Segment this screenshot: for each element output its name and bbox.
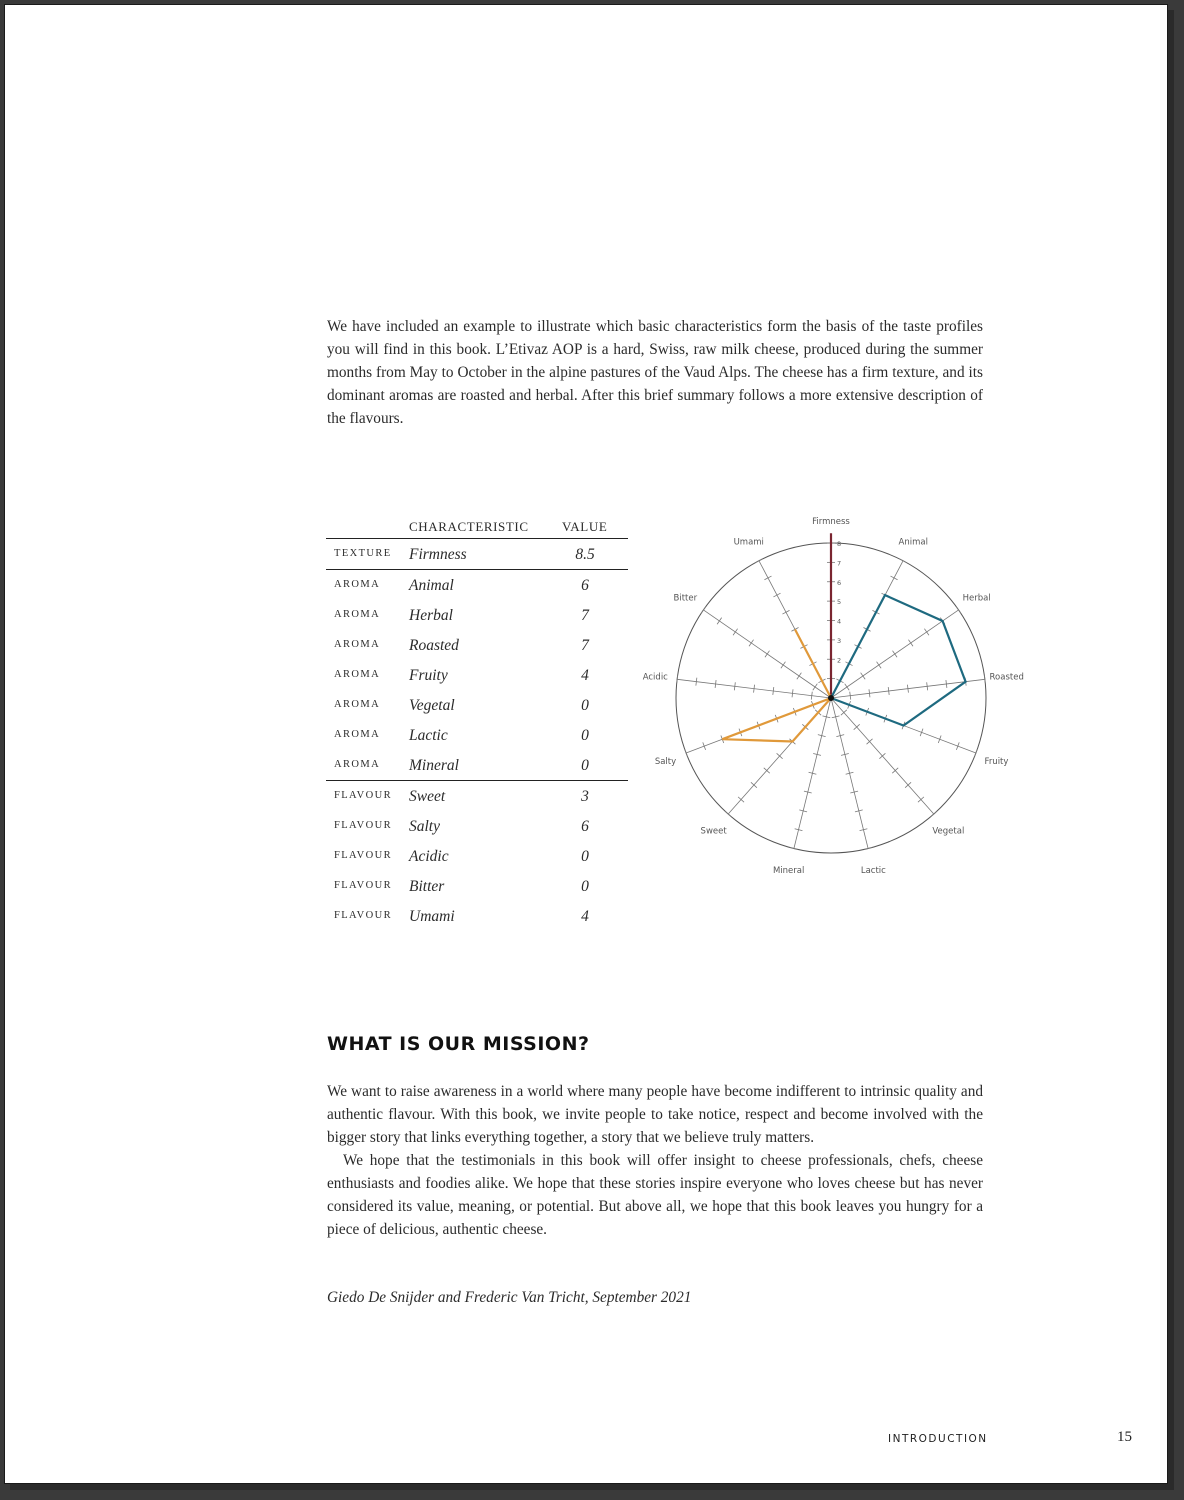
- radar-axis-tick: [813, 684, 818, 691]
- row-value: 4: [581, 667, 589, 684]
- table-row: [326, 871, 628, 901]
- radar-scale-label: 4: [837, 617, 842, 626]
- row-characteristic: Sweet: [409, 788, 446, 805]
- table-row: [326, 660, 628, 690]
- row-category: TEXTURE: [334, 548, 392, 559]
- book-page: [4, 4, 1168, 1484]
- row-characteristic: Mineral: [409, 757, 459, 774]
- table-row: [326, 539, 628, 570]
- radar-axis-tick: [845, 684, 850, 691]
- radar-axis-tick: [927, 682, 928, 690]
- radar-scale-label: 8: [837, 540, 842, 548]
- row-value: 0: [581, 727, 589, 744]
- row-characteristic: Fruity: [409, 667, 448, 684]
- radar-axis-label: Mineral: [772, 865, 805, 876]
- radar-axis-tick: [811, 692, 812, 700]
- radar-axis-tick: [899, 559, 906, 563]
- intro-paragraph: We have included an example to illustrate which basic characteristics form the basis of the taste profiles you will find in this book. L’Etivaz AOP is a hard, Swiss, raw milk cheese, produced during the summer months from May to October in the alpine pastures of the Vaud Alps. The cheese has a firm texture, and its dominant aromas are roasted and herbal. After this brief summary follows a more extensive description of the flavours.: [327, 318, 983, 427]
- radar-axis-tick: [792, 689, 793, 697]
- row-value: 7: [581, 637, 589, 654]
- table-row: [326, 630, 628, 660]
- page-number: 15: [1117, 1429, 1132, 1445]
- radar-center-dot: [828, 695, 834, 701]
- radar-axis-tick: [715, 680, 716, 688]
- table-body: [326, 539, 628, 931]
- row-characteristic: Bitter: [409, 878, 445, 895]
- radar-scale-label: 5: [837, 598, 842, 607]
- radar-axis-label: Acidic: [642, 672, 668, 683]
- radar-axis-tick: [754, 685, 755, 693]
- radar-axis-tick: [890, 576, 897, 580]
- header-value: VALUE: [562, 519, 608, 534]
- row-category: AROMA: [334, 669, 381, 680]
- radar-axis-label: Umami: [733, 537, 764, 548]
- table-row: [326, 841, 628, 871]
- row-category: FLAVOUR: [334, 850, 393, 861]
- radar-axis-tick: [734, 682, 735, 690]
- row-value: 0: [581, 757, 589, 774]
- row-characteristic: Firmness: [409, 546, 467, 563]
- radar-series-flavour: [722, 629, 831, 741]
- radar-axis-label: Firmness: [812, 517, 850, 527]
- row-category: AROMA: [334, 609, 381, 620]
- row-category: FLAVOUR: [334, 820, 393, 831]
- signature: Giedo De Snijder and Frederic Van Tricht, September 2021: [327, 1289, 692, 1306]
- radar-axis-tick: [877, 662, 882, 669]
- radar-axis-tick: [888, 687, 889, 695]
- row-category: FLAVOUR: [334, 910, 393, 921]
- radar-axis-label: Roasted: [989, 672, 1024, 683]
- row-category: FLAVOUR: [334, 880, 393, 891]
- radar-axis-tick: [782, 610, 789, 614]
- radar-scale-label: 7: [837, 559, 842, 568]
- radar-axis-label: Animal: [898, 537, 928, 548]
- radar-axis-label: Lactic: [860, 865, 886, 876]
- radar-axis-tick: [908, 640, 913, 647]
- radar-axis-label: Herbal: [962, 593, 991, 604]
- row-characteristic: Herbal: [409, 607, 453, 624]
- row-characteristic: Roasted: [409, 637, 459, 654]
- row-category: FLAVOUR: [334, 790, 393, 801]
- mission-paragraph-2: We hope that the testimonials in this book will offer insight to cheese professionals, chefs, cheese enthusiasts and foodies alike. We hope that these stories inspire everyone who loves cheese but has never considered its value, meaning, or potential. But above all, we hope that this book leaves you hungry for a piece of delicious, authentic cheese.: [327, 1152, 983, 1238]
- radar-series-aroma: [831, 595, 966, 725]
- radar-axis-tick: [893, 651, 898, 658]
- row-characteristic: Vegetal: [409, 697, 455, 714]
- table-row: [326, 750, 628, 781]
- radar-axis-tick: [773, 687, 774, 695]
- radar-axis-tick: [717, 618, 722, 625]
- radar-axis-tick: [984, 675, 985, 683]
- radar-scale-label: 2: [837, 656, 842, 665]
- row-category: AROMA: [334, 759, 381, 770]
- mission-heading: WHAT IS OUR MISSION?: [327, 1033, 590, 1055]
- radar-scale-label: 6: [837, 578, 842, 587]
- characteristics-table: [326, 511, 628, 931]
- row-value: 6: [581, 577, 589, 594]
- table-row: [326, 781, 628, 811]
- radar-axis-label: Salty: [654, 756, 677, 767]
- radar-axis-tick: [773, 593, 780, 597]
- row-category: AROMA: [334, 639, 381, 650]
- radar-axis-tick: [701, 607, 706, 614]
- taste-profile-radar-chart: [631, 511, 1041, 891]
- radar-axis-label: Sweet: [700, 826, 727, 837]
- row-value: 0: [581, 697, 589, 714]
- running-footer-section: INTRODUCTION: [888, 1433, 988, 1445]
- row-value: 0: [581, 848, 589, 865]
- table-row: [326, 570, 628, 600]
- radar-axis-label: Fruity: [984, 756, 1009, 767]
- radar-axis-tick: [749, 640, 754, 647]
- radar-axis-tick: [797, 673, 802, 680]
- radar-axis-tick: [733, 629, 738, 636]
- row-characteristic: Salty: [409, 818, 440, 835]
- radar-scale-label: 3: [837, 636, 842, 645]
- radar-axis-tick: [764, 576, 771, 580]
- radar-axis-tick: [869, 689, 870, 697]
- table-header: [326, 511, 628, 539]
- table-row: [326, 600, 628, 630]
- radar-axis-tick: [924, 629, 929, 636]
- radar-axis-tick: [907, 685, 908, 693]
- row-value: 4: [581, 908, 589, 925]
- radar-axis-tick: [861, 673, 866, 680]
- radar-axis-tick: [696, 678, 697, 686]
- radar-axis-tick: [765, 651, 770, 658]
- row-characteristic: Animal: [409, 577, 454, 594]
- radar-axis-tick: [956, 607, 961, 614]
- row-category: AROMA: [334, 729, 381, 740]
- row-value: 0: [581, 878, 589, 895]
- radar-axis-label: Vegetal: [932, 826, 965, 837]
- table-row: [326, 811, 628, 841]
- row-characteristic: Acidic: [409, 848, 449, 865]
- row-characteristic: Lactic: [409, 727, 448, 744]
- radar-axis-label: Bitter: [673, 593, 698, 604]
- header-characteristic: CHARACTERISTIC: [409, 519, 529, 534]
- table-row: [326, 720, 628, 750]
- table-row: [326, 690, 628, 720]
- mission-paragraph-1: We want to raise awareness in a world where many people have become indifferent to intrinsic quality and authentic flavour. With this book, we invite people to take notice, respect and become involved with the bigger story that links everything together, a story that we believe truly matters.: [327, 1083, 983, 1146]
- row-characteristic: Umami: [409, 908, 455, 925]
- radar-axis-tick: [781, 662, 786, 669]
- row-category: AROMA: [334, 579, 381, 590]
- radar-axis-tick: [677, 675, 678, 683]
- radar-axis-tick: [946, 680, 947, 688]
- row-value: 3: [581, 788, 589, 805]
- row-value: 7: [581, 607, 589, 624]
- row-value: 6: [581, 818, 589, 835]
- row-category: AROMA: [334, 699, 381, 710]
- row-value: 8.5: [575, 546, 595, 563]
- radar-axis-tick: [755, 559, 762, 563]
- radar-axis-tick: [850, 692, 851, 700]
- table-row: [326, 901, 628, 931]
